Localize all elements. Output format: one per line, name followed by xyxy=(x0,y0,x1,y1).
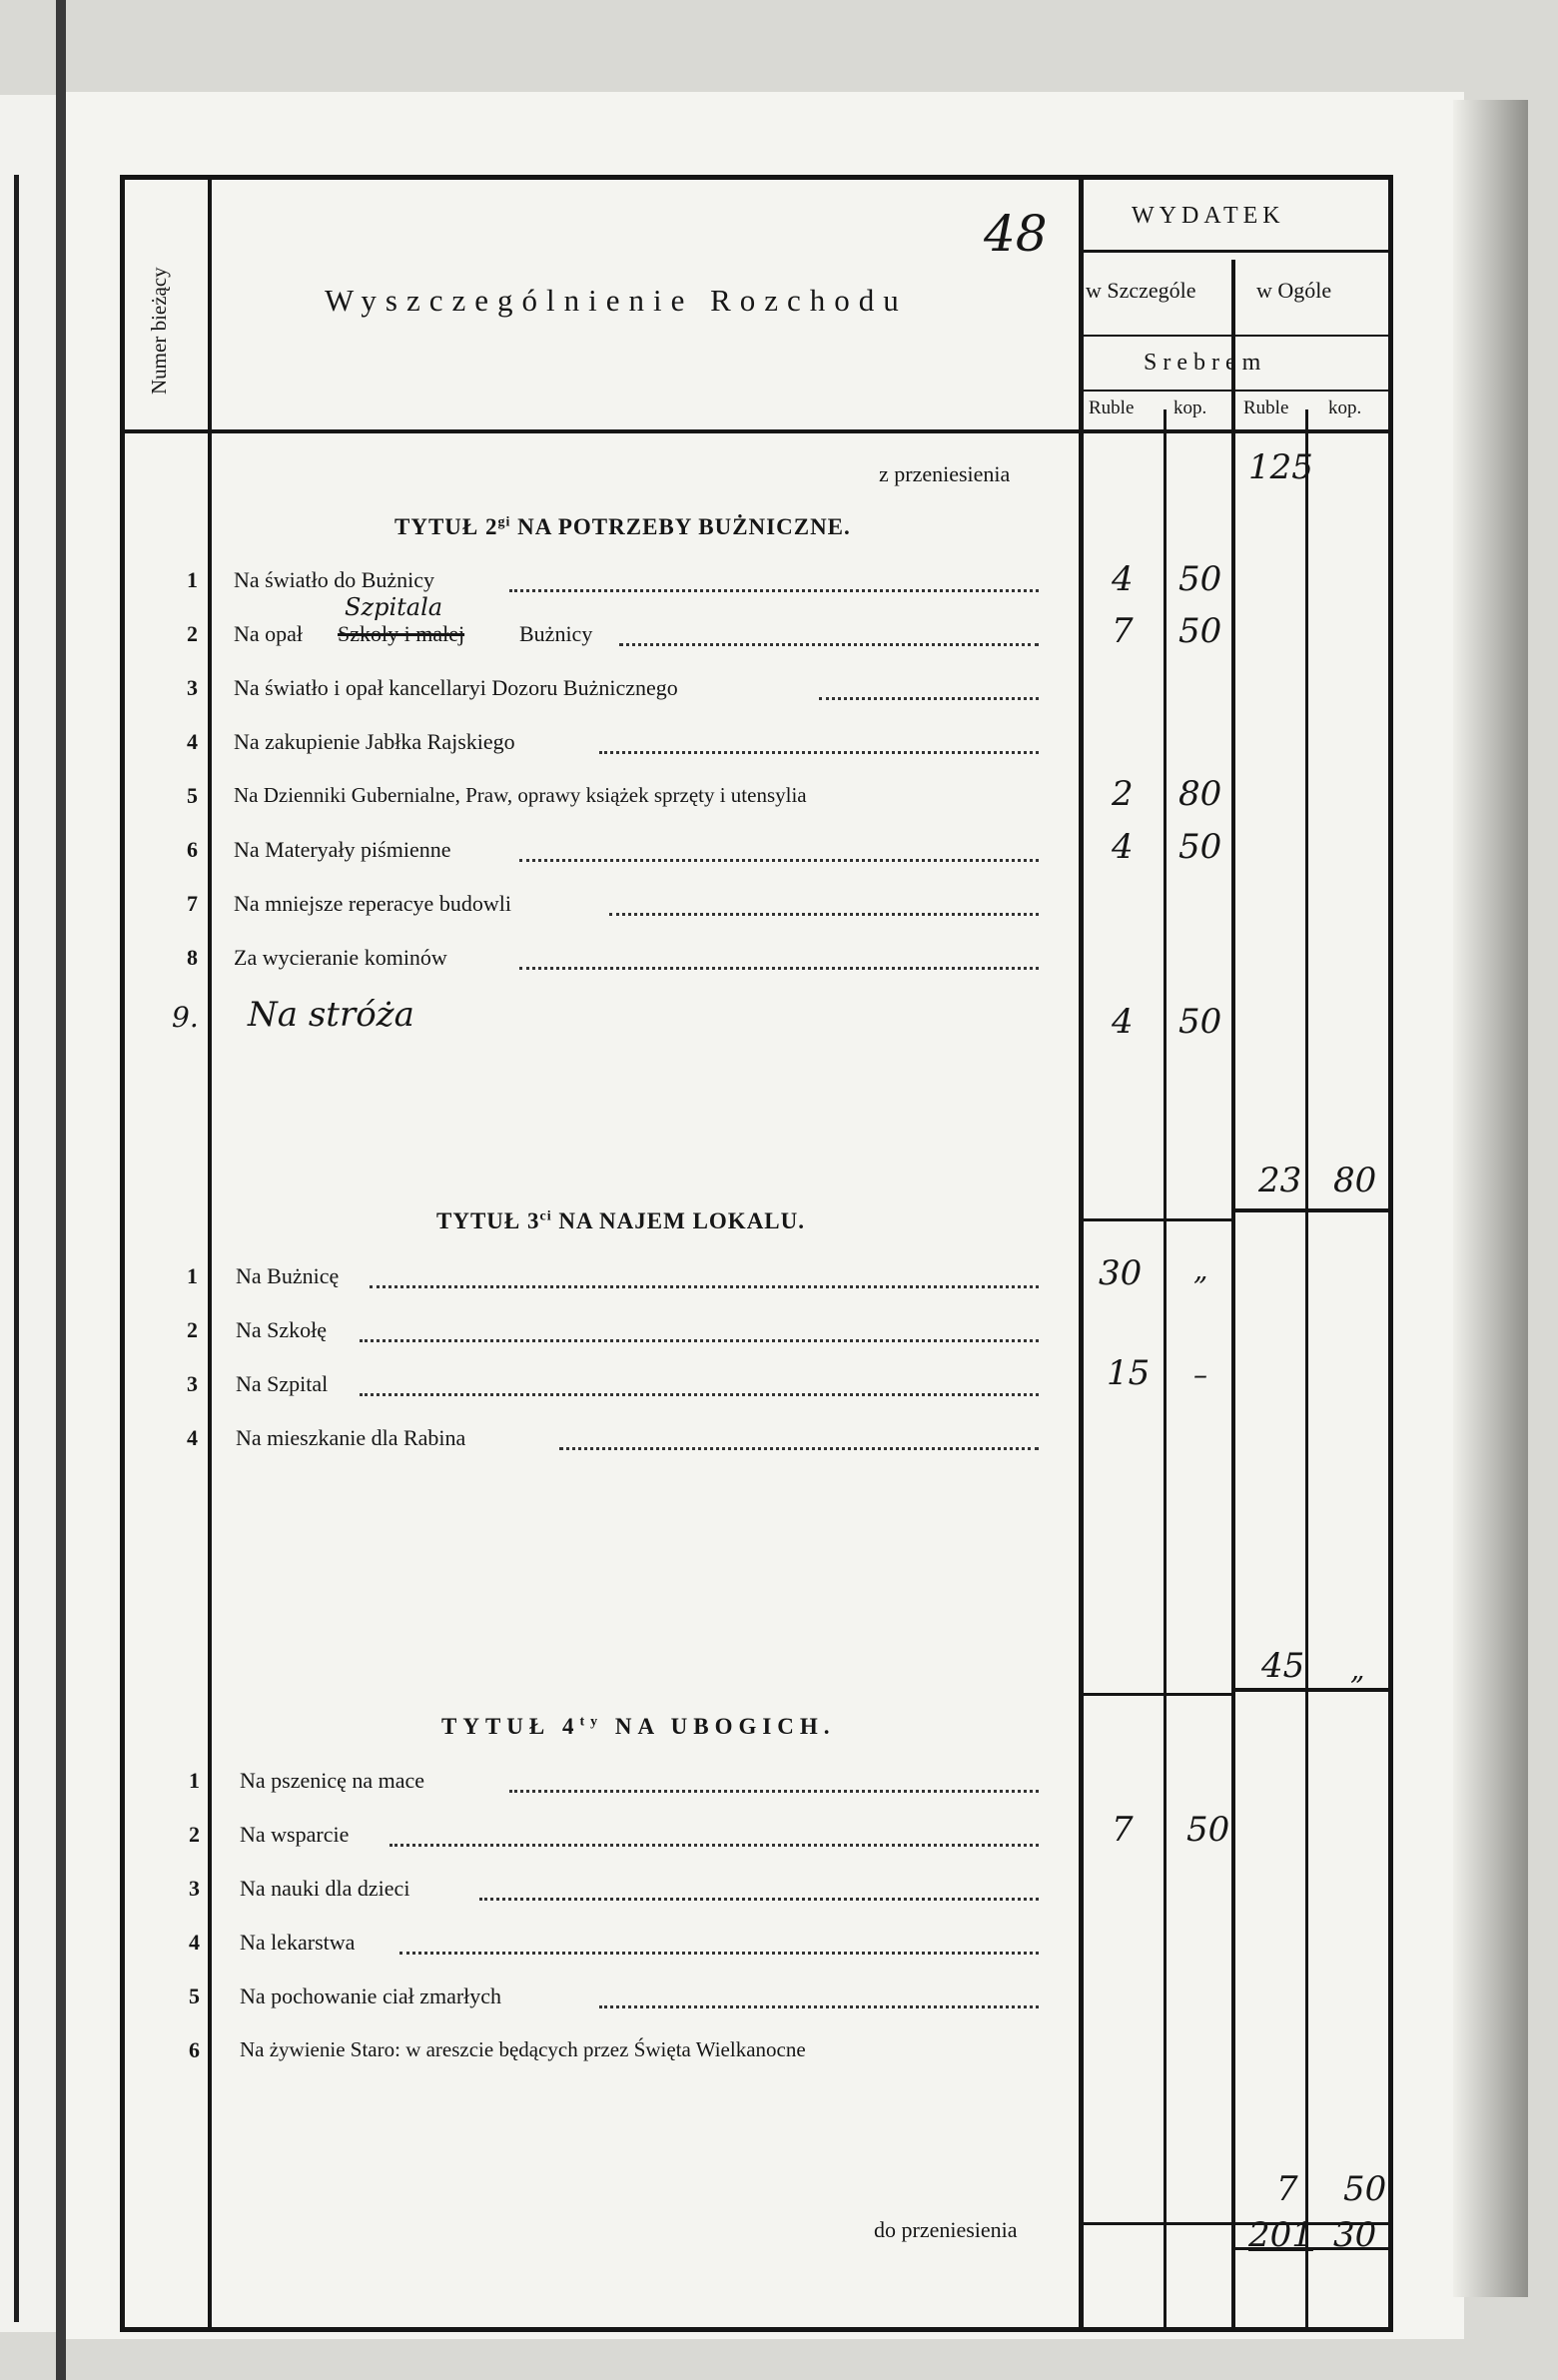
row-ruble: 7 xyxy=(1112,1810,1134,1850)
row-number: 4 xyxy=(187,1425,198,1450)
carried-in-ruble: 125 xyxy=(1248,447,1313,487)
row-number: 5 xyxy=(189,1983,200,2008)
row-description: Na Materyały piśmienne xyxy=(234,837,451,862)
section-total-kop: 80 xyxy=(1333,1161,1377,1200)
row-description: Na mieszkanie dla Rabina xyxy=(236,1425,466,1450)
detail-ruble-header: Ruble xyxy=(1089,397,1135,418)
detail-kop-header: kop. xyxy=(1173,397,1207,418)
row-description: Na pochowanie ciał zmarłych xyxy=(240,1983,502,2008)
page-number: 48 xyxy=(984,205,1048,263)
row-number: 1 xyxy=(187,567,198,592)
row-description: Na zakupienie Jabłka Rajskiego xyxy=(234,729,515,754)
section-total-ruble: 23 xyxy=(1258,1161,1302,1200)
row-number: 4 xyxy=(187,729,198,754)
row-ruble: 2 xyxy=(1112,774,1134,814)
row-description: Na Dzienniki Gubernialne, Praw, oprawy książek sprzęty i utensylia xyxy=(234,783,807,807)
row-number: 3 xyxy=(189,1876,200,1901)
row-number: 2 xyxy=(187,621,198,646)
row-number: 6 xyxy=(189,2037,200,2062)
row-ruble: 7 xyxy=(1112,611,1134,651)
total-kop-header: kop. xyxy=(1328,397,1362,418)
row-description: Na Bużnicę xyxy=(236,1263,340,1288)
row-kop: – xyxy=(1193,1358,1207,1391)
row-number: 3 xyxy=(187,675,198,700)
page-edge-shadow xyxy=(1453,100,1528,2297)
row-kop: 50 xyxy=(1178,559,1222,599)
book-binding xyxy=(56,0,66,2380)
carried-out-ruble: 201 xyxy=(1248,2215,1313,2255)
row-kop: 80 xyxy=(1178,774,1222,814)
row-number: 3 xyxy=(187,1371,198,1396)
row-number: 6 xyxy=(187,837,198,862)
row-description: Za wycieranie kominów xyxy=(234,945,447,970)
number-column-header: Numer bieżący xyxy=(147,267,171,395)
row-description: Na stróża xyxy=(248,995,414,1035)
row-ruble: 4 xyxy=(1112,559,1134,599)
detail-column-header: w Szczególe xyxy=(1086,278,1196,303)
section-total-ruble: 7 xyxy=(1276,2169,1298,2209)
carried-out-kop: 30 xyxy=(1333,2215,1377,2255)
row-description-suffix: Bużnicy xyxy=(519,621,593,646)
section-title: TYTUŁ $2^{gi}$ NA POTRZEBY BUŻNICZNE. xyxy=(394,514,851,539)
row-kop: 50 xyxy=(1178,827,1222,867)
row-ruble: 4 xyxy=(1112,1002,1134,1042)
row-number: 2 xyxy=(189,1822,200,1847)
row-description-insert: Szpitala xyxy=(345,593,443,621)
expense-detail-header: Wyszczególnienie Rozchodu xyxy=(325,283,908,318)
row-number: 2 xyxy=(187,1317,198,1342)
total-column-header: w Ogóle xyxy=(1256,278,1332,303)
row-description: Na wsparcie xyxy=(240,1822,350,1847)
row-description-prefix: Na opał xyxy=(234,621,304,646)
row-description: Na Szkołę xyxy=(236,1317,328,1342)
left-page-edge xyxy=(0,95,61,2332)
row-description: Na Szpital xyxy=(236,1371,329,1396)
row-description: Na pszenicę na mace xyxy=(240,1768,425,1793)
row-description: Na światło do Bużnicy xyxy=(234,567,435,592)
row-kop: 50 xyxy=(1186,1810,1230,1850)
row-description: Na lekarstwa xyxy=(240,1930,356,1955)
row-kop: 50 xyxy=(1178,1002,1222,1042)
row-description: Na światło i opał kancellaryi Dozoru Bużnicznego xyxy=(234,675,678,700)
row-description: Na nauki dla dzieci xyxy=(240,1876,410,1901)
row-kop: „ xyxy=(1193,1253,1208,1286)
total-ruble-header: Ruble xyxy=(1243,397,1289,418)
row-number: 9. xyxy=(172,1001,199,1034)
section-total-kop: 50 xyxy=(1343,2169,1387,2209)
row-number: 8 xyxy=(187,945,198,970)
row-number: 1 xyxy=(189,1768,200,1793)
wydatek-header: WYDATEK xyxy=(1132,203,1285,229)
row-description: Na mniejsze reperacye budowli xyxy=(234,891,511,916)
row-number: 7 xyxy=(187,891,198,916)
section-total-ruble: 45 xyxy=(1261,1646,1305,1686)
silver-currency-header: S r e b r e m xyxy=(1144,350,1261,376)
row-ruble: 30 xyxy=(1099,1253,1143,1293)
row-number: 4 xyxy=(189,1930,200,1955)
row-number: 5 xyxy=(187,783,198,808)
row-kop: 50 xyxy=(1178,611,1222,651)
row-ruble: 15 xyxy=(1107,1353,1151,1393)
row-number: 1 xyxy=(187,1263,198,1288)
carried-in-label: z przeniesienia xyxy=(879,461,1011,486)
row-ruble: 4 xyxy=(1112,827,1134,867)
carried-out-label: do przeniesienia xyxy=(874,2217,1018,2242)
section-title: TYTUŁ $3^{ci}$ NA NAJEM LOKALU. xyxy=(436,1208,806,1233)
section-total-kop: „ xyxy=(1350,1653,1365,1686)
row-description: Na żywienie Staro: w areszcie będących przez Święta Wielkanocne xyxy=(240,2037,806,2061)
row-description-struck: Szkoły i małej xyxy=(338,621,465,646)
section-title: TYTUŁ $4^{ty}$ NA UBOGICH. xyxy=(441,1714,836,1739)
